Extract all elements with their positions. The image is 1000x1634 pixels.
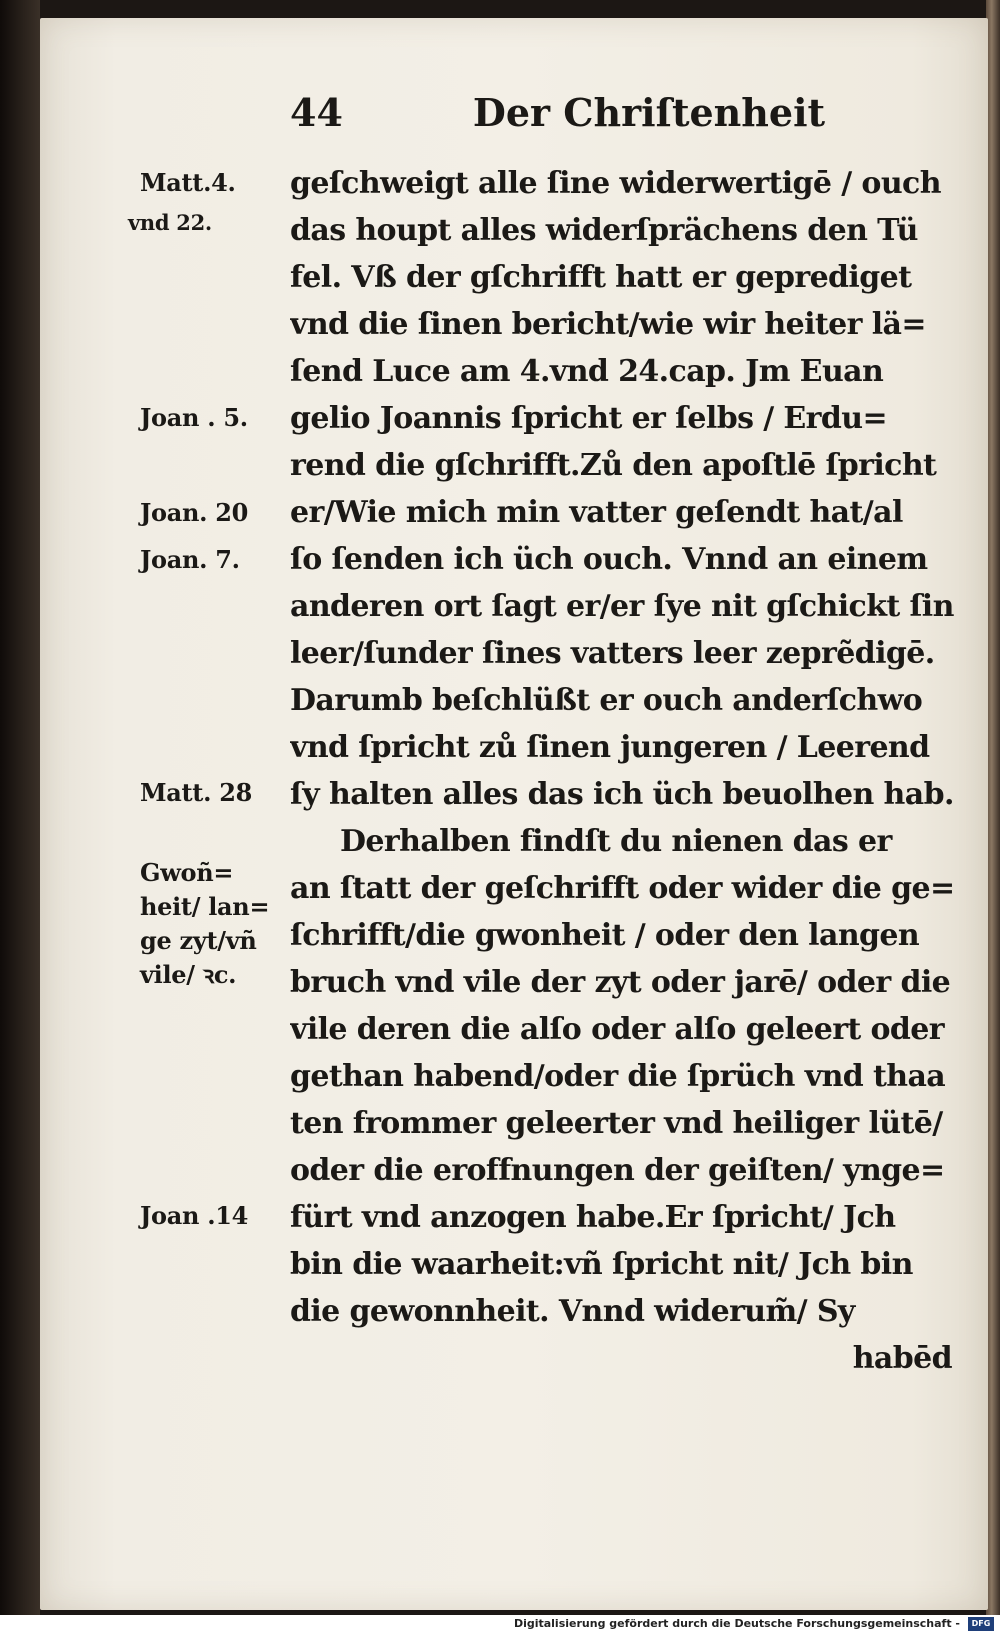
text-line: ſy halten alles das ich üch beuolhen hab. xyxy=(290,777,954,812)
text-line: an ſtatt der geſchrifft oder wider die ge= xyxy=(290,871,955,906)
text-line: Derhalben findſt du nienen das er xyxy=(340,824,892,859)
margin-note: Matt.4. xyxy=(140,168,236,197)
text-line: fel. Vß der gſchrifft hatt er geprediget xyxy=(290,260,912,295)
text-line: leer/ſunder ſines vatters leer zeprẽdigē. xyxy=(290,636,935,671)
text-line: ſchrifft/die gwonheit / oder den langen xyxy=(290,918,920,953)
text-line: die gewonnheit. Vnnd widerum̃/ Sy xyxy=(290,1294,855,1329)
margin-note-gwonheit xyxy=(140,856,269,992)
book-binding xyxy=(0,0,40,1634)
margin-note-line: ge zyt/vñ xyxy=(140,926,257,955)
text-line: gelio Joannis ſpricht er ſelbs / Erdu= xyxy=(290,401,888,436)
page-fore-edge xyxy=(986,0,1000,1615)
text-line: das houpt alles widerſprächens den Tü xyxy=(290,213,918,248)
text-line: oder die eroffnungen der geiſten/ ynge= xyxy=(290,1153,945,1188)
margin-note: vnd 22. xyxy=(128,210,212,235)
text-line: vnd die ſinen bericht/wie wir heiter lä= xyxy=(290,307,926,342)
page-number: 44 xyxy=(290,90,343,135)
book-page xyxy=(40,18,988,1610)
margin-note: Matt. 28 xyxy=(140,778,252,807)
text-line: ſend Luce am 4.vnd 24.cap. Jm Euan xyxy=(290,354,884,389)
dfg-logo-icon: DFG xyxy=(968,1617,994,1631)
margin-note: Joan. 7. xyxy=(140,545,240,574)
text-line: anderen ort ſagt er/er ſye nit gſchickt ſin xyxy=(290,589,954,624)
text-line: gethan habend/oder die ſprüch vnd thaa xyxy=(290,1059,946,1094)
text-line: fürt vnd anzogen habe.Er ſpricht/ Jch xyxy=(290,1200,896,1235)
margin-note: Joan .14 xyxy=(140,1201,249,1230)
running-head xyxy=(290,90,825,135)
text-line: Darumb beſchlüßt er ouch anderſchwo xyxy=(290,683,923,718)
text-line: rend die gſchrifft.Zů den apoſtlē ſpricht xyxy=(290,448,937,483)
footer-credit: Digitalisierung gefördert durch die Deutsche Forschungsgemeinschaft - xyxy=(513,1617,960,1630)
catchword: habēd xyxy=(852,1341,952,1376)
text-line: vnd ſpricht zů ſinen jungeren / Leerend xyxy=(290,730,930,765)
text-line: ſo ſenden ich üch ouch. Vnnd an einem xyxy=(290,542,928,577)
margin-note: Joan . 5. xyxy=(140,403,248,432)
text-line: bruch vnd vile der zyt oder jarē/ oder die xyxy=(290,965,951,1000)
text-line: vile deren die alſo oder alſo geleert oder xyxy=(290,1012,945,1047)
margin-note-line: Gwoñ= xyxy=(140,858,234,887)
margin-note: Joan. 20 xyxy=(140,498,249,527)
running-head-title: Der Chriſtenheit xyxy=(472,90,826,135)
text-line: geſchweigt alle ſine widerwertigē / ouch xyxy=(290,166,941,201)
text-line: bin die waarheit:vñ ſpricht nit/ Jch bin xyxy=(290,1247,913,1282)
body-text xyxy=(290,160,962,1382)
margin-note-line: vile/ ꝛc. xyxy=(140,960,237,989)
text-line: er/Wie mich min vatter geſendt hat/al xyxy=(290,495,903,530)
margin-note-line: heit/ lan= xyxy=(140,892,270,921)
text-line: ten frommer geleerter vnd heiliger lütē/ xyxy=(290,1106,943,1141)
